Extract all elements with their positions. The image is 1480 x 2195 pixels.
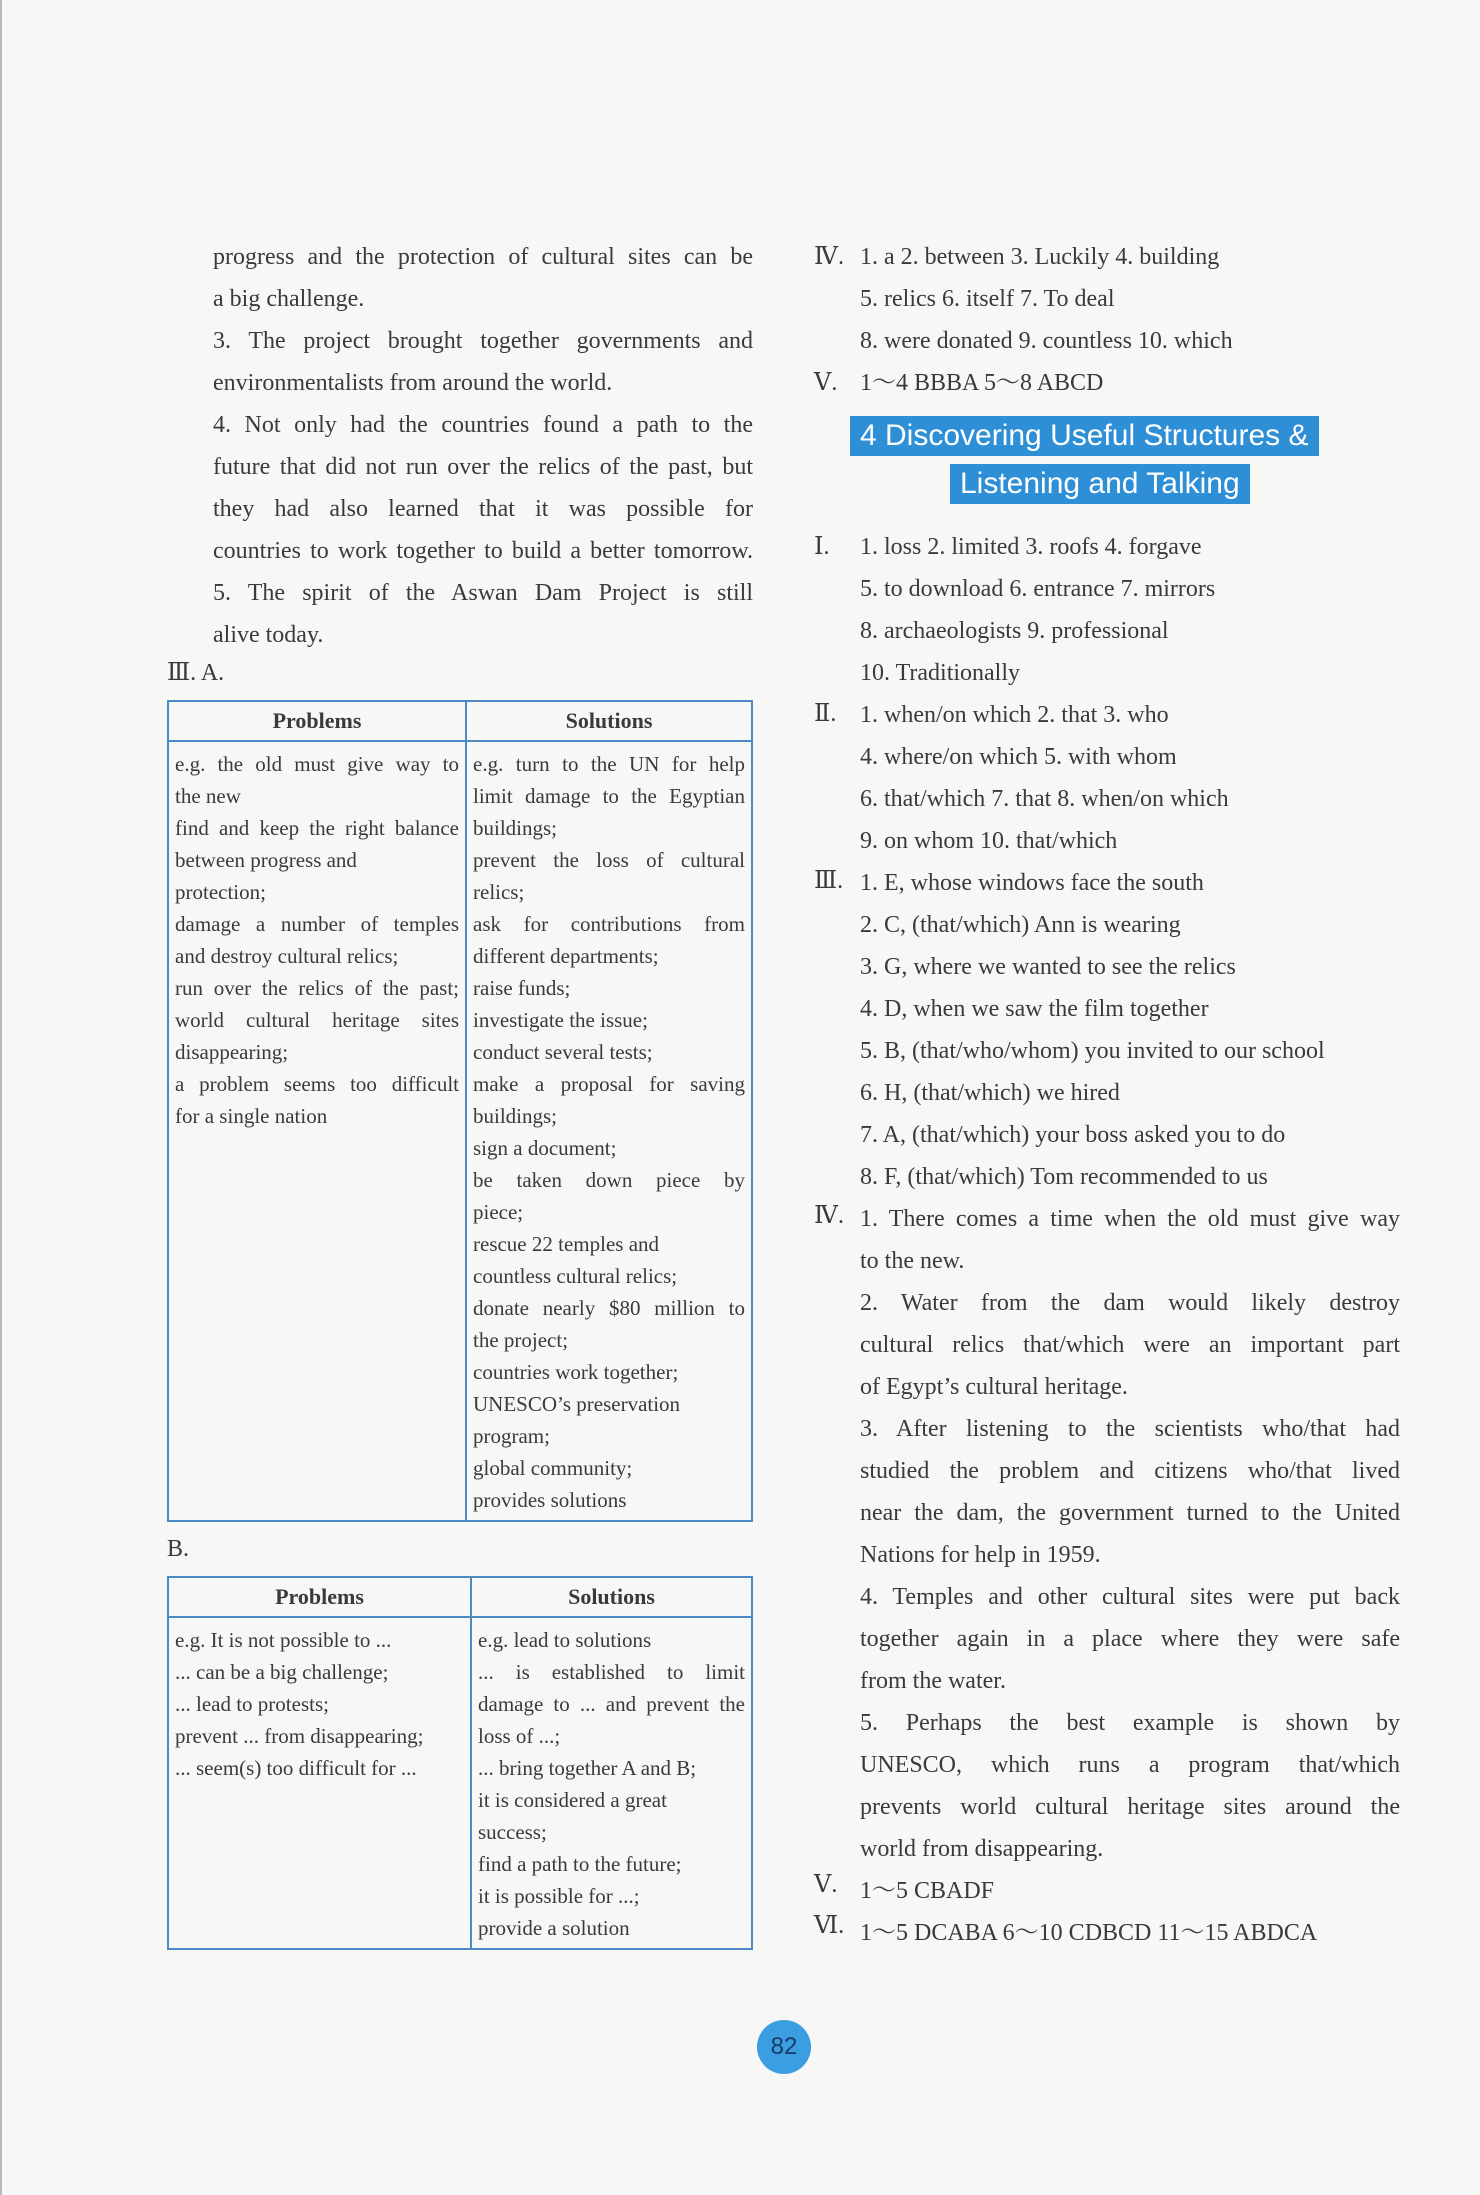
right-column-top	[860, 236, 1400, 404]
section-marker: Ⅲ.	[814, 868, 844, 895]
table-a-solution-line: make a proposal for saving	[473, 1072, 745, 1096]
para-line: alive today.	[213, 622, 324, 648]
table-a-solution-line: ask for contributions from	[473, 912, 745, 936]
answer-line: 1～4 BBBA 5～8 ABCD	[860, 370, 1104, 396]
answer-line: 8. F, (that/which) Tom recommended to us	[860, 1164, 1268, 1190]
table-b-problem-line: e.g. It is not possible to ...	[175, 1628, 392, 1652]
answer-line: 8. were donated 9. countless 10. which	[860, 328, 1233, 354]
table-b-header-problems: Problems	[168, 1577, 471, 1617]
answer-line: 8. archaeologists 9. professional	[860, 618, 1169, 644]
section-heading	[850, 416, 1360, 512]
para-line: progress and the protection of cultural sites can be	[213, 244, 753, 270]
answer-line: 3. G, where we wanted to see the relics	[860, 954, 1236, 980]
table-b-solution-line: damage to ... and prevent the	[478, 1692, 745, 1716]
table-a-solution-line: UNESCO’s preservation	[473, 1392, 681, 1416]
table-a-problem-line: between progress and	[175, 848, 357, 872]
table-b-solution-line: e.g. lead to solutions	[478, 1628, 652, 1652]
table-b-solution-line: it is considered a great	[478, 1788, 667, 1812]
table-a-solution-line: piece;	[473, 1200, 524, 1224]
answer-line: 6. H, (that/which) we hired	[860, 1080, 1120, 1106]
table-a-solution-line: prevent the loss of cultural	[473, 848, 745, 872]
table-a-problems-cell	[168, 741, 466, 1521]
answer-line: 1. loss 2. limited 3. roofs 4. forgave	[860, 534, 1202, 560]
answer-line: 4. where/on which 5. with whom	[860, 744, 1177, 770]
table-a-solution-line: conduct several tests;	[473, 1040, 653, 1064]
table-b-problem-line: prevent ... from disappearing;	[175, 1724, 424, 1748]
para-line: 5. The spirit of the Aswan Dam Project is still	[213, 580, 753, 606]
answer-line: 4. Temples and other cultural sites were put back	[860, 1584, 1400, 1610]
table-a-problem-line: and destroy cultural relics;	[175, 944, 399, 968]
answer-line: near the dam, the government turned to the United	[860, 1500, 1400, 1526]
section-3-label: Ⅲ. A.	[167, 660, 225, 686]
table-a-solution-line: e.g. turn to the UN for help	[473, 752, 745, 776]
table-b-solution-line: find a path to the future;	[478, 1852, 682, 1876]
para-line: 3. The project brought together governments and	[213, 328, 753, 354]
table-a-solution-line: countries work together;	[473, 1360, 679, 1384]
table-a-header-solutions: Solutions	[466, 701, 752, 741]
table-a-solution-line: countless cultural relics;	[473, 1264, 678, 1288]
section-4-marker: Ⅳ.	[814, 244, 844, 270]
problems-solutions-table-a	[167, 700, 753, 1522]
answer-line: 1. E, whose windows face the south	[860, 870, 1204, 896]
table-b-solution-line: ... bring together A and B;	[478, 1756, 697, 1780]
table-a-solution-line: be taken down piece by	[473, 1168, 745, 1192]
para-line: future that did not run over the relics of the past, but	[213, 454, 753, 480]
section-marker: Ⅳ.	[814, 1202, 844, 1229]
answer-line: 2. C, (that/which) Ann is wearing	[860, 912, 1181, 938]
table-b-header-solutions: Solutions	[471, 1577, 752, 1617]
answer-line: 7. A, (that/which) your boss asked you to do	[860, 1122, 1286, 1148]
answer-line: 1～5 CBADF	[860, 1878, 995, 1904]
answer-line: from the water.	[860, 1668, 1006, 1694]
table-b-solution-line: loss of ...;	[478, 1724, 561, 1748]
table-a-solution-line: rescue 22 temples and	[473, 1232, 660, 1256]
page-number: 82	[757, 2020, 811, 2074]
answer-line: 9. on whom 10. that/which	[860, 828, 1118, 854]
answer-line: world from disappearing.	[860, 1836, 1104, 1862]
answer-line: of Egypt’s cultural heritage.	[860, 1374, 1128, 1400]
table-a-solution-line: provides solutions	[473, 1488, 627, 1512]
answer-line: together again in a place where they were safe	[860, 1626, 1400, 1652]
section-marker: Ⅵ.	[814, 1913, 845, 1940]
table-b-solutions-cell	[471, 1617, 752, 1949]
answer-line: 5. relics 6. itself 7. To deal	[860, 286, 1115, 312]
section-marker: Ⅱ.	[814, 701, 837, 728]
table-b-solution-line: success;	[478, 1820, 547, 1844]
para-line: countries to work together to build a better tomorrow.	[213, 538, 753, 564]
table-a-solution-line: investigate the issue;	[473, 1008, 648, 1032]
table-b-problem-line: ... can be a big challenge;	[175, 1660, 389, 1684]
table-a-problem-line: protection;	[175, 880, 266, 904]
table-a-solution-line: sign a document;	[473, 1136, 617, 1160]
table-a-problem-line: damage a number of temples	[175, 912, 459, 936]
table-b-problem-line: ... seem(s) too difficult for ...	[175, 1756, 417, 1780]
table-a-solution-line: different departments;	[473, 944, 659, 968]
section-heading-line-2: Listening and Talking	[950, 464, 1250, 504]
answer-line: studied the problem and citizens who/that lived	[860, 1458, 1400, 1484]
table-a-solution-line: donate nearly $80 million to	[473, 1296, 745, 1320]
answer-line: 1. There comes a time when the old must give way	[860, 1206, 1400, 1232]
table-a-problem-line: the new	[175, 784, 241, 808]
left-column	[213, 236, 753, 656]
table-a-solution-line: buildings;	[473, 816, 558, 840]
table-a-header-problems: Problems	[168, 701, 466, 741]
answer-line: 5. Perhaps the best example is shown by	[860, 1710, 1400, 1736]
table-a-solution-line: relics;	[473, 880, 525, 904]
section-marker: Ⅴ.	[814, 1871, 838, 1898]
answer-line: prevents world cultural heritage sites around the	[860, 1794, 1400, 1820]
table-a-problem-line: a problem seems too difficult	[175, 1072, 459, 1096]
answer-line: 10. Traditionally	[860, 660, 1021, 686]
para-line: 4. Not only had the countries found a path to the	[213, 412, 753, 438]
answer-line: 1. when/on which 2. that 3. who	[860, 702, 1169, 728]
table-a-solution-line: raise funds;	[473, 976, 571, 1000]
table-a-problem-line: world cultural heritage sites	[175, 1008, 459, 1032]
section-heading-line-1: 4 Discovering Useful Structures &	[850, 416, 1319, 456]
table-a-problem-line: disappearing;	[175, 1040, 289, 1064]
table-a-solution-line: limit damage to the Egyptian	[473, 784, 745, 808]
answer-line: 5. to download 6. entrance 7. mirrors	[860, 576, 1216, 602]
right-column-body	[860, 526, 1400, 1954]
para-line: a big challenge.	[213, 286, 365, 312]
answer-line: 5. B, (that/who/whom) you invited to our school	[860, 1038, 1325, 1064]
para-line: environmentalists from around the world.	[213, 370, 613, 396]
page-edge	[0, 0, 2, 2195]
answer-line: 3. After listening to the scientists who/that had	[860, 1416, 1400, 1442]
problems-solutions-table-b	[167, 1576, 753, 1950]
table-b-solution-line: it is possible for ...;	[478, 1884, 640, 1908]
table-a-solutions-cell	[466, 741, 752, 1521]
answer-line: Nations for help in 1959.	[860, 1542, 1101, 1568]
table-a-problem-line: find and keep the right balance	[175, 816, 459, 840]
table-a-solution-line: global community;	[473, 1456, 633, 1480]
answer-line: 6. that/which 7. that 8. when/on which	[860, 786, 1229, 812]
table-a-solution-line: the project;	[473, 1328, 569, 1352]
para-line: they had also learned that it was possible for	[213, 496, 753, 522]
answer-line: to the new.	[860, 1248, 965, 1274]
table-a-problem-line: for a single nation	[175, 1104, 328, 1128]
section-b-label: B.	[167, 1536, 190, 1562]
table-a-problem-line: run over the relics of the past;	[175, 976, 459, 1000]
section-5-marker: Ⅴ.	[814, 370, 838, 396]
answer-line: 1. a 2. between 3. Luckily 4. building	[860, 244, 1220, 270]
answer-line: 4. D, when we saw the film together	[860, 996, 1209, 1022]
answer-line: cultural relics that/which were an important part	[860, 1332, 1400, 1358]
answer-line: UNESCO, which runs a program that/which	[860, 1752, 1400, 1778]
table-a-solution-line: buildings;	[473, 1104, 558, 1128]
answer-line: 2. Water from the dam would likely destroy	[860, 1290, 1400, 1316]
table-b-problems-cell	[168, 1617, 471, 1949]
table-b-solution-line: ... is established to limit	[478, 1660, 745, 1684]
table-a-problem-line: e.g. the old must give way to	[175, 752, 459, 776]
answer-line: 1～5 DCABA 6～10 CDBCD 11～15 ABDCA	[860, 1920, 1318, 1946]
table-b-problem-line: ... lead to protests;	[175, 1692, 329, 1716]
section-marker: Ⅰ.	[814, 534, 830, 560]
table-a-solution-line: program;	[473, 1424, 550, 1448]
table-b-solution-line: provide a solution	[478, 1916, 630, 1940]
